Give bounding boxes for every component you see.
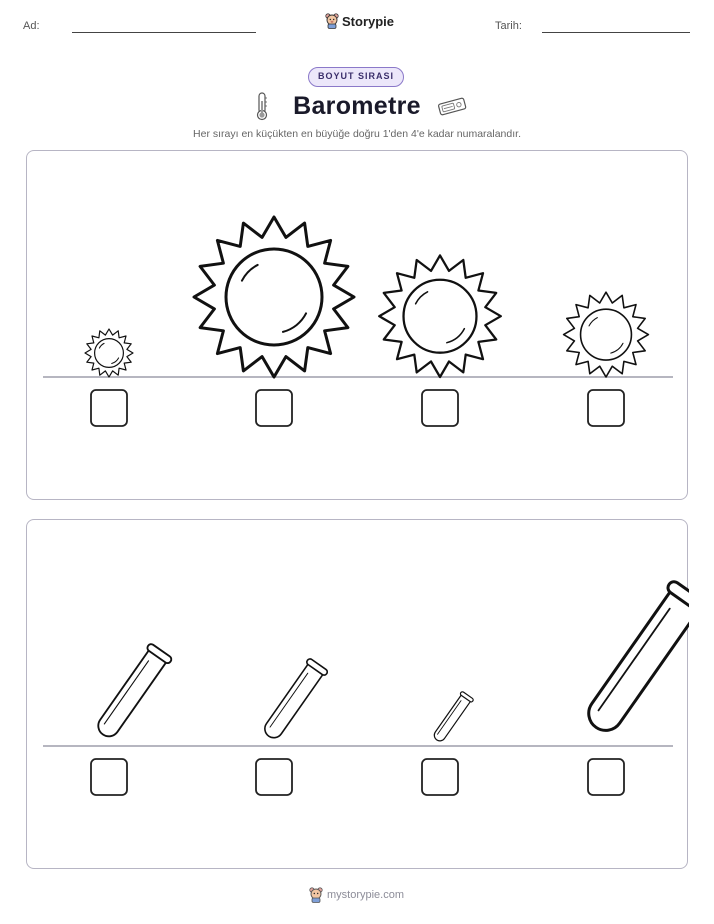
answer-box-tube-3[interactable] bbox=[422, 759, 458, 795]
test-tube-icon bbox=[578, 579, 689, 740]
date-label: Tarih: bbox=[495, 20, 522, 32]
name-label: Ad: bbox=[23, 20, 40, 32]
page-title: Barometre bbox=[293, 92, 421, 120]
name-field[interactable] bbox=[72, 32, 256, 33]
test-tube-icon bbox=[431, 691, 474, 744]
answer-box-sun-1[interactable] bbox=[91, 390, 127, 426]
footer bbox=[309, 887, 404, 903]
brand-logo bbox=[325, 13, 394, 29]
answer-box-tube-2[interactable] bbox=[256, 759, 292, 795]
sun-icon bbox=[85, 329, 133, 377]
bear-mascot-icon bbox=[309, 887, 323, 903]
brand-name: Storypie bbox=[342, 13, 395, 29]
bear-mascot-icon bbox=[325, 13, 339, 29]
answer-box-tube-4[interactable] bbox=[588, 759, 624, 795]
test-tube-row bbox=[27, 520, 689, 870]
answer-box-tube-1[interactable] bbox=[91, 759, 127, 795]
date-field[interactable] bbox=[542, 32, 690, 33]
sun-icon bbox=[564, 292, 649, 377]
sun-size-order-panel bbox=[26, 150, 688, 500]
category-badge: BOYUT SIRASI bbox=[308, 67, 404, 87]
test-tube-icon bbox=[259, 658, 328, 743]
sun-icon bbox=[194, 217, 354, 377]
sun-icon bbox=[379, 255, 501, 377]
instructions: Her sırayı en küçükten en büyüğe doğru 1'den 4'e kadar numaralandır. bbox=[193, 128, 521, 140]
answer-box-sun-2[interactable] bbox=[256, 390, 292, 426]
sun-row bbox=[27, 151, 689, 501]
test-tube-icon bbox=[92, 643, 173, 743]
answer-box-sun-4[interactable] bbox=[588, 390, 624, 426]
test-tube-size-order-panel bbox=[26, 519, 688, 869]
barometer-device-icon bbox=[436, 95, 468, 117]
footer-url[interactable]: mystorypie.com bbox=[327, 889, 405, 901]
answer-box-sun-3[interactable] bbox=[422, 390, 458, 426]
